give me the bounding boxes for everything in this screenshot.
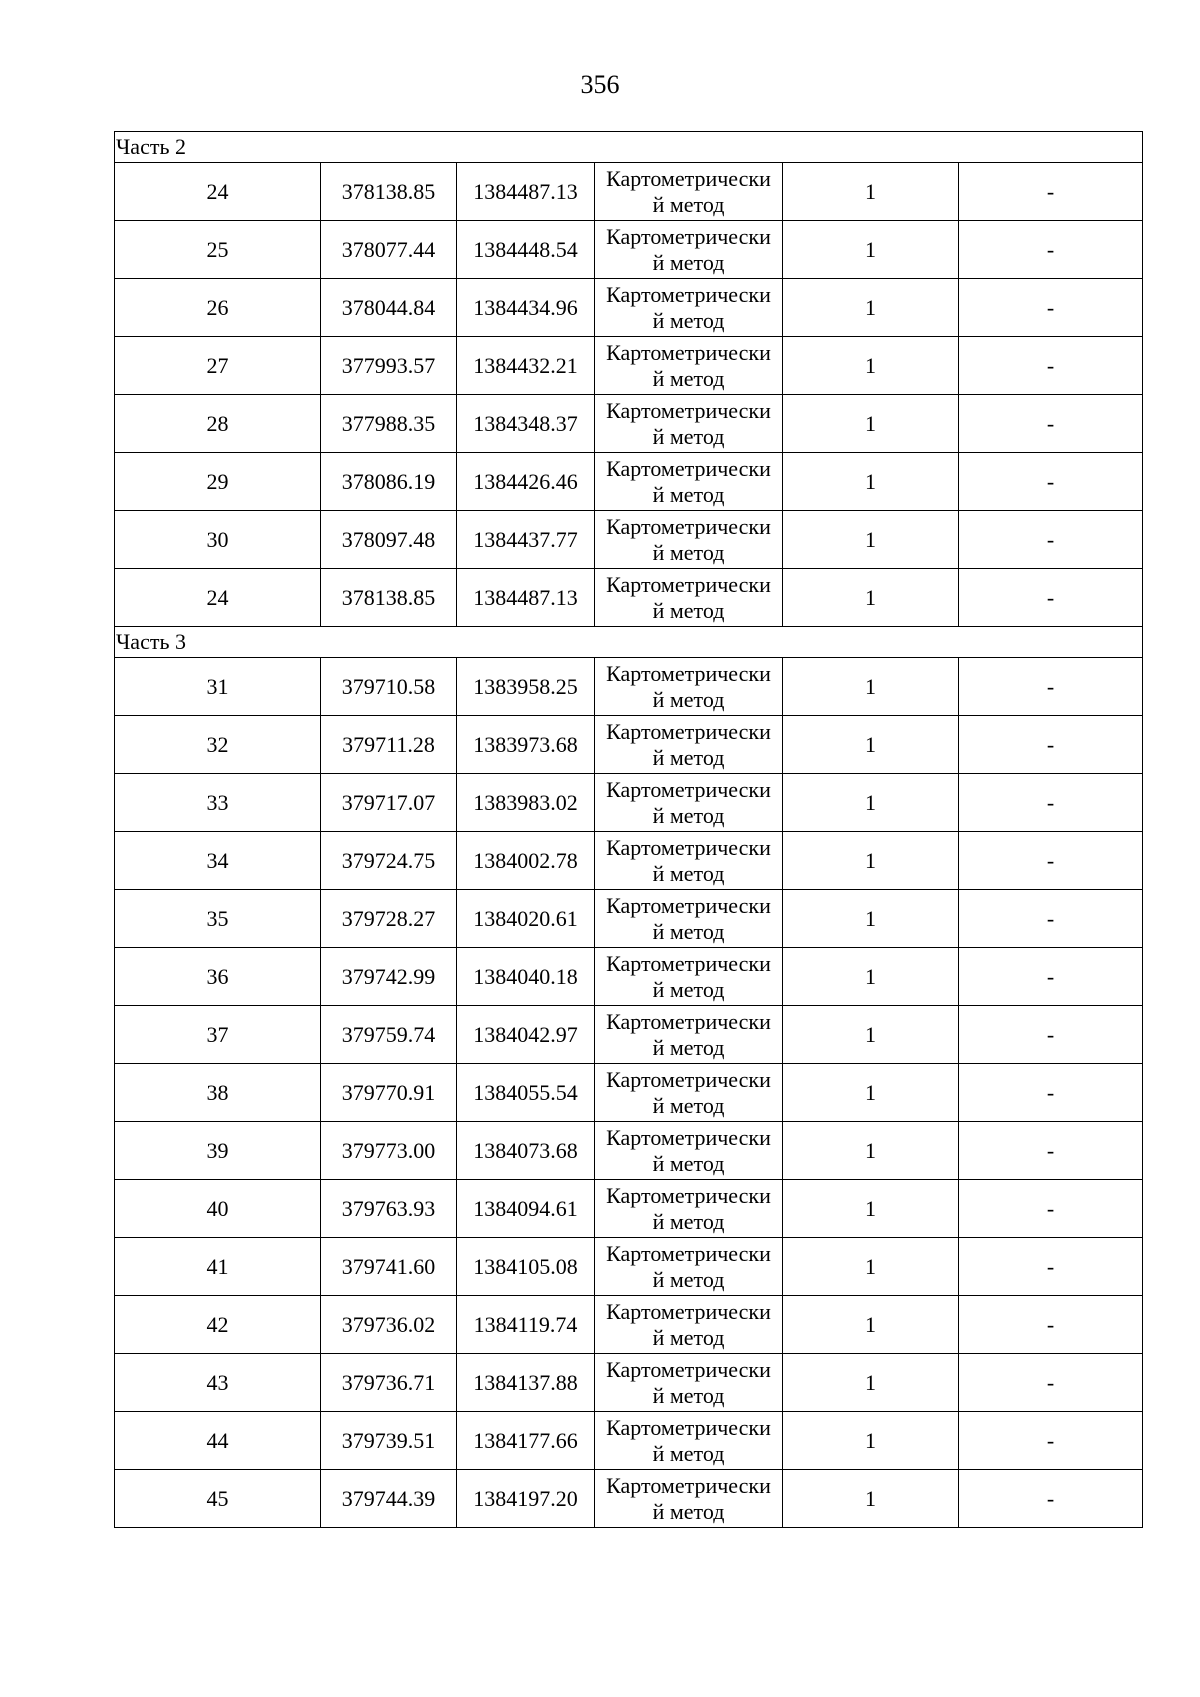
method-text-line2: й метод [652, 918, 725, 944]
method-cell [595, 948, 783, 1006]
note-cell: - [959, 1064, 1143, 1122]
point-number-cell: 26 [115, 279, 321, 337]
y-coordinate-cell: 1384348.37 [457, 395, 595, 453]
method-text-line1: Картометрически [606, 1356, 771, 1382]
point-number-cell: 33 [115, 774, 321, 832]
method-cell [595, 1296, 783, 1354]
method-text-line1: Картометрически [606, 834, 771, 860]
accuracy-cell: 1 [783, 890, 959, 948]
method-text-line1: Картометрически [606, 1182, 771, 1208]
method-cell [595, 1006, 783, 1064]
method-text-line2: й метод [652, 1034, 725, 1060]
x-coordinate-cell: 379744.39 [321, 1470, 457, 1528]
table-row [115, 163, 1143, 221]
note-cell: - [959, 163, 1143, 221]
method-cell [595, 890, 783, 948]
method-text-line1: Картометрически [606, 571, 771, 597]
method-text-line1: Картометрически [606, 1472, 771, 1498]
y-coordinate-cell: 1384119.74 [457, 1296, 595, 1354]
method-text-line2: й метод [652, 1208, 725, 1234]
part-title: Часть 3 [115, 627, 1143, 658]
method-cell [595, 163, 783, 221]
table-row [115, 658, 1143, 716]
y-coordinate-cell: 1384177.66 [457, 1412, 595, 1470]
point-number-cell: 36 [115, 948, 321, 1006]
note-cell: - [959, 716, 1143, 774]
note-cell: - [959, 1296, 1143, 1354]
note-cell: - [959, 337, 1143, 395]
method-text-line2: й метод [652, 686, 725, 712]
x-coordinate-cell: 379773.00 [321, 1122, 457, 1180]
note-cell: - [959, 890, 1143, 948]
page-number: 356 [580, 70, 620, 99]
table-row [115, 716, 1143, 774]
method-text-line2: й метод [652, 539, 725, 565]
point-number-cell: 39 [115, 1122, 321, 1180]
y-coordinate-cell: 1384487.13 [457, 163, 595, 221]
x-coordinate-cell: 379717.07 [321, 774, 457, 832]
point-number-cell: 45 [115, 1470, 321, 1528]
method-text-line2: й метод [652, 802, 725, 828]
method-text-line2: й метод [652, 976, 725, 1002]
table-row [115, 1180, 1143, 1238]
method-cell [595, 511, 783, 569]
method-text-line2: й метод [652, 597, 725, 623]
point-number-cell: 42 [115, 1296, 321, 1354]
method-text-line2: й метод [652, 860, 725, 886]
method-cell [595, 1354, 783, 1412]
point-number-cell: 28 [115, 395, 321, 453]
note-cell: - [959, 1238, 1143, 1296]
accuracy-cell: 1 [783, 395, 959, 453]
point-number-cell: 35 [115, 890, 321, 948]
point-number-cell: 31 [115, 658, 321, 716]
y-coordinate-cell: 1384073.68 [457, 1122, 595, 1180]
method-cell [595, 395, 783, 453]
y-coordinate-cell: 1384042.97 [457, 1006, 595, 1064]
note-cell: - [959, 221, 1143, 279]
method-text-line1: Картометрически [606, 455, 771, 481]
method-cell [595, 337, 783, 395]
note-cell: - [959, 1412, 1143, 1470]
accuracy-cell: 1 [783, 658, 959, 716]
table-row [115, 1064, 1143, 1122]
y-coordinate-cell: 1384437.77 [457, 511, 595, 569]
x-coordinate-cell: 379759.74 [321, 1006, 457, 1064]
accuracy-cell: 1 [783, 832, 959, 890]
accuracy-cell: 1 [783, 1354, 959, 1412]
table-body [115, 132, 1143, 1528]
x-coordinate-cell: 378138.85 [321, 569, 457, 627]
point-number-cell: 24 [115, 569, 321, 627]
accuracy-cell: 1 [783, 1470, 959, 1528]
method-cell [595, 453, 783, 511]
method-text-line2: й метод [652, 1440, 725, 1466]
method-text-line2: й метод [652, 1498, 725, 1524]
accuracy-cell: 1 [783, 1006, 959, 1064]
note-cell: - [959, 1122, 1143, 1180]
accuracy-cell: 1 [783, 163, 959, 221]
x-coordinate-cell: 379736.02 [321, 1296, 457, 1354]
x-coordinate-cell: 379763.93 [321, 1180, 457, 1238]
y-coordinate-cell: 1384094.61 [457, 1180, 595, 1238]
note-cell: - [959, 279, 1143, 337]
method-text-line1: Картометрически [606, 165, 771, 191]
point-number-cell: 43 [115, 1354, 321, 1412]
method-text-line2: й метод [652, 1266, 725, 1292]
method-text-line1: Картометрически [606, 397, 771, 423]
table-row [115, 1122, 1143, 1180]
point-number-cell: 30 [115, 511, 321, 569]
method-cell [595, 1180, 783, 1238]
method-cell [595, 1238, 783, 1296]
x-coordinate-cell: 377988.35 [321, 395, 457, 453]
part-header-row [115, 132, 1143, 163]
method-cell [595, 716, 783, 774]
y-coordinate-cell: 1383958.25 [457, 658, 595, 716]
note-cell: - [959, 453, 1143, 511]
table-row [115, 1296, 1143, 1354]
table-row [115, 221, 1143, 279]
method-text-line1: Картометрически [606, 223, 771, 249]
accuracy-cell: 1 [783, 221, 959, 279]
method-text-line1: Картометрически [606, 1240, 771, 1266]
x-coordinate-cell: 379724.75 [321, 832, 457, 890]
table-row [115, 453, 1143, 511]
accuracy-cell: 1 [783, 1238, 959, 1296]
point-number-cell: 44 [115, 1412, 321, 1470]
y-coordinate-cell: 1384487.13 [457, 569, 595, 627]
x-coordinate-cell: 377993.57 [321, 337, 457, 395]
y-coordinate-cell: 1384434.96 [457, 279, 595, 337]
method-cell [595, 1412, 783, 1470]
y-coordinate-cell: 1384432.21 [457, 337, 595, 395]
point-number-cell: 29 [115, 453, 321, 511]
table-row [115, 948, 1143, 1006]
y-coordinate-cell: 1384197.20 [457, 1470, 595, 1528]
method-text-line1: Картометрически [606, 718, 771, 744]
method-cell [595, 1470, 783, 1528]
method-cell [595, 774, 783, 832]
y-coordinate-cell: 1384137.88 [457, 1354, 595, 1412]
method-text-line1: Картометрически [606, 892, 771, 918]
point-number-cell: 41 [115, 1238, 321, 1296]
table-row [115, 890, 1143, 948]
accuracy-cell: 1 [783, 716, 959, 774]
note-cell: - [959, 1354, 1143, 1412]
accuracy-cell: 1 [783, 337, 959, 395]
note-cell: - [959, 511, 1143, 569]
y-coordinate-cell: 1383983.02 [457, 774, 595, 832]
method-text-line1: Картометрически [606, 281, 771, 307]
x-coordinate-cell: 379739.51 [321, 1412, 457, 1470]
table-row [115, 337, 1143, 395]
note-cell: - [959, 1180, 1143, 1238]
method-text-line1: Картометрически [606, 1066, 771, 1092]
method-text-line2: й метод [652, 365, 725, 391]
method-cell [595, 221, 783, 279]
method-text-line1: Картометрически [606, 339, 771, 365]
point-number-cell: 24 [115, 163, 321, 221]
method-cell [595, 658, 783, 716]
x-coordinate-cell: 379710.58 [321, 658, 457, 716]
table-row [115, 569, 1143, 627]
part-header-row [115, 627, 1143, 658]
accuracy-cell: 1 [783, 453, 959, 511]
accuracy-cell: 1 [783, 279, 959, 337]
y-coordinate-cell: 1384002.78 [457, 832, 595, 890]
point-number-cell: 40 [115, 1180, 321, 1238]
x-coordinate-cell: 379741.60 [321, 1238, 457, 1296]
table-row [115, 1238, 1143, 1296]
accuracy-cell: 1 [783, 1296, 959, 1354]
method-text-line2: й метод [652, 191, 725, 217]
method-text-line2: й метод [652, 1092, 725, 1118]
note-cell: - [959, 832, 1143, 890]
method-cell [595, 1122, 783, 1180]
point-number-cell: 27 [115, 337, 321, 395]
point-number-cell: 32 [115, 716, 321, 774]
accuracy-cell: 1 [783, 774, 959, 832]
point-number-cell: 25 [115, 221, 321, 279]
accuracy-cell: 1 [783, 948, 959, 1006]
y-coordinate-cell: 1384105.08 [457, 1238, 595, 1296]
y-coordinate-cell: 1383973.68 [457, 716, 595, 774]
method-text-line2: й метод [652, 481, 725, 507]
x-coordinate-cell: 378077.44 [321, 221, 457, 279]
x-coordinate-cell: 379736.71 [321, 1354, 457, 1412]
method-text-line1: Картометрически [606, 1124, 771, 1150]
note-cell: - [959, 1006, 1143, 1064]
accuracy-cell: 1 [783, 569, 959, 627]
method-text-line1: Картометрически [606, 1414, 771, 1440]
method-cell [595, 1064, 783, 1122]
table-row [115, 1470, 1143, 1528]
method-text-line1: Картометрически [606, 950, 771, 976]
x-coordinate-cell: 379770.91 [321, 1064, 457, 1122]
method-cell [595, 569, 783, 627]
accuracy-cell: 1 [783, 1180, 959, 1238]
note-cell: - [959, 1470, 1143, 1528]
method-text-line1: Картометрически [606, 660, 771, 686]
x-coordinate-cell: 378044.84 [321, 279, 457, 337]
table-row [115, 774, 1143, 832]
y-coordinate-cell: 1384040.18 [457, 948, 595, 1006]
method-text-line2: й метод [652, 1324, 725, 1350]
x-coordinate-cell: 378097.48 [321, 511, 457, 569]
method-text-line2: й метод [652, 307, 725, 333]
x-coordinate-cell: 379728.27 [321, 890, 457, 948]
method-text-line1: Картометрически [606, 776, 771, 802]
table-row [115, 395, 1143, 453]
method-text-line2: й метод [652, 1150, 725, 1176]
accuracy-cell: 1 [783, 1122, 959, 1180]
accuracy-cell: 1 [783, 511, 959, 569]
method-cell [595, 832, 783, 890]
x-coordinate-cell: 379742.99 [321, 948, 457, 1006]
x-coordinate-cell: 378086.19 [321, 453, 457, 511]
method-text-line2: й метод [652, 1382, 725, 1408]
table-row [115, 832, 1143, 890]
table-row [115, 279, 1143, 337]
note-cell: - [959, 569, 1143, 627]
method-text-line1: Картометрически [606, 513, 771, 539]
method-text-line1: Картометрически [606, 1008, 771, 1034]
table-row [115, 1354, 1143, 1412]
point-number-cell: 38 [115, 1064, 321, 1122]
method-text-line1: Картометрически [606, 1298, 771, 1324]
note-cell: - [959, 658, 1143, 716]
note-cell: - [959, 395, 1143, 453]
point-number-cell: 34 [115, 832, 321, 890]
table-row [115, 1412, 1143, 1470]
note-cell: - [959, 774, 1143, 832]
x-coordinate-cell: 378138.85 [321, 163, 457, 221]
accuracy-cell: 1 [783, 1412, 959, 1470]
note-cell: - [959, 948, 1143, 1006]
method-text-line2: й метод [652, 423, 725, 449]
method-text-line2: й метод [652, 249, 725, 275]
y-coordinate-cell: 1384426.46 [457, 453, 595, 511]
y-coordinate-cell: 1384448.54 [457, 221, 595, 279]
table-row [115, 511, 1143, 569]
part-title: Часть 2 [115, 132, 1143, 163]
method-text-line2: й метод [652, 744, 725, 770]
method-cell [595, 279, 783, 337]
y-coordinate-cell: 1384020.61 [457, 890, 595, 948]
y-coordinate-cell: 1384055.54 [457, 1064, 595, 1122]
x-coordinate-cell: 379711.28 [321, 716, 457, 774]
table-row [115, 1006, 1143, 1064]
accuracy-cell: 1 [783, 1064, 959, 1122]
coordinates-table [114, 131, 1143, 1528]
point-number-cell: 37 [115, 1006, 321, 1064]
